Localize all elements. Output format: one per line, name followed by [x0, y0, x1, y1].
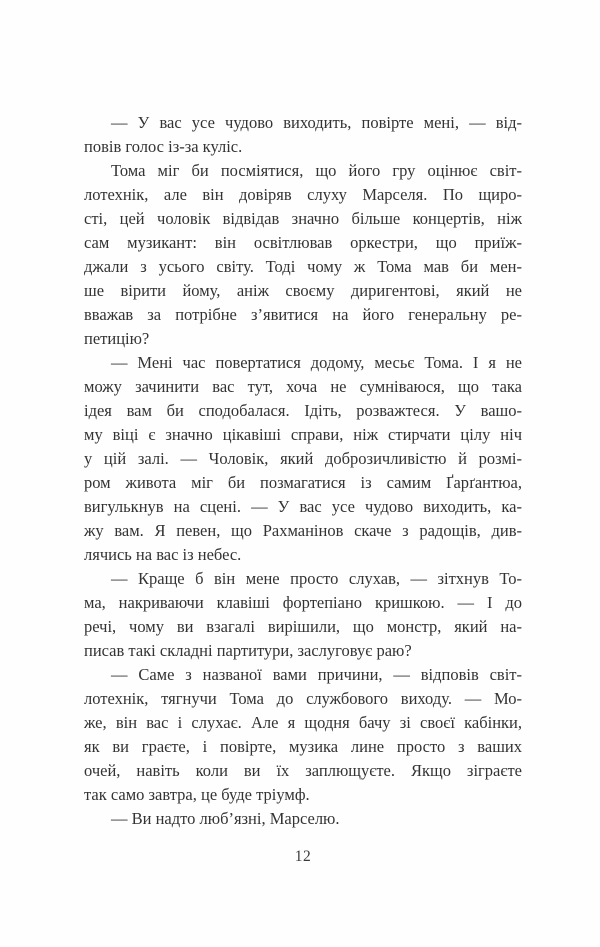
text-line: сті, цей чоловік відвідав значно більше концертів, ніж	[84, 209, 522, 228]
text-line: жу вам. Я певен, що Рахманінов скаче з радощів, див-	[84, 521, 522, 540]
text-line: сам музикант: він освітлював оркестри, що приїж-	[84, 233, 522, 252]
text-line: лячись на вас із небес.	[84, 545, 242, 564]
paragraph	[84, 663, 522, 807]
text-line: так само завтра, це буде тріумф.	[84, 785, 310, 804]
paragraph	[84, 159, 522, 351]
text-line: — Краще б він мене просто слухав, — зітхнув То-	[111, 569, 522, 588]
text-line: речі, чому ви взагалі вирішили, що монстр, який на-	[84, 617, 522, 636]
text-line: як ви граєте, і повірте, музика лине просто з ваших	[84, 737, 522, 756]
text-line: ше вірити йому, аніж своєму диригентові, який не	[84, 281, 522, 300]
text-line: джали з усього світу. Тоді чому ж Тома мав би мен-	[84, 257, 522, 276]
text-line: повів голос із-за куліс.	[84, 137, 243, 156]
text-line: вважав за потрібне з’явитися на його генеральну ре-	[84, 305, 522, 324]
text-line: у цій залі. — Чоловік, який доброзичливістю й розмі-	[84, 449, 522, 468]
text-line: лотехнік, але він довіряв слуху Марселя. По щиро-	[84, 185, 522, 204]
page-text	[84, 111, 522, 831]
text-line: ідея вам би сподобалася. Ідіть, розважтеся. У вашо-	[84, 401, 522, 420]
text-line: Тома міг би посміятися, що його гру оцінює світ-	[111, 161, 522, 180]
text-line: лотехнік, тягнучи Тома до службового виходу. — Мо-	[84, 689, 522, 708]
paragraph	[84, 111, 522, 159]
paragraph	[84, 807, 522, 831]
text-line: ма, накриваючи клавіші фортепіано кришкою. — І до	[84, 593, 522, 612]
text-line: — Саме з названої вами причини, — відповів світ-	[111, 665, 522, 684]
text-line: — Мені час повертатися додому, месьє Тома. І я не	[111, 353, 522, 372]
text-line: ром живота міг би позмагатися із самим Ґарґантюа,	[84, 473, 522, 492]
text-line: писав такі складні партитури, заслуговує раю?	[84, 641, 412, 660]
text-line: же, він вас і слухає. Але я щодня бачу зі своєї кабінки,	[84, 713, 522, 732]
text-line: — У вас усе чудово виходить, повірте мені, — від-	[111, 113, 522, 132]
text-line: — Ви надто люб’язні, Марселю.	[111, 809, 340, 828]
text-line: очей, навіть коли ви їх заплющуєте. Якщо зіграєте	[84, 761, 522, 780]
page-number: 12	[294, 848, 312, 865]
text-line: вигулькнув на сцені. — У вас усе чудово виходить, ка-	[84, 497, 522, 516]
text-line: петицію?	[84, 329, 150, 348]
paragraph	[84, 351, 522, 567]
paragraph	[84, 567, 522, 663]
text-line: му віці є значно цікавіші справи, ніж стирчати цілу ніч	[84, 425, 522, 444]
text-line: можу зачинити вас тут, хоча не сумніваюся, що така	[84, 377, 522, 396]
